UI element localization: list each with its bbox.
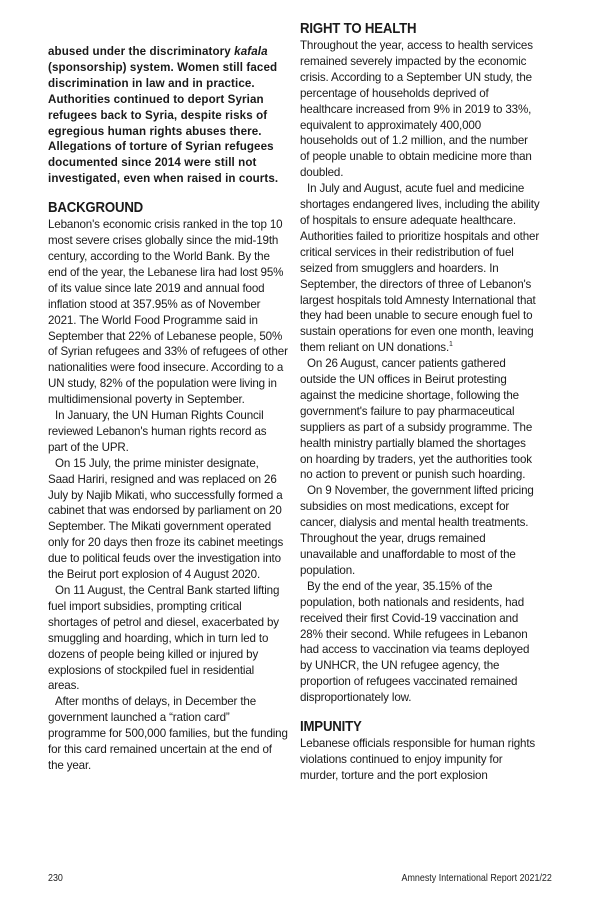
paragraph: Throughout the year, access to health services remained severely impacted by the economic crisis. According to a September UN study, the percentage of households deprived of healthcare increased from 9% in 2019 to 33%, equivalent to approximately 400,000 households out of 1.2 million, and the number of people unable to obtain medicine more than doubled. — [300, 39, 533, 180]
paragraph: On 15 July, the prime minister designate, Saad Hariri, resigned and was replaced on 26 July by Najib Mikati, who successfully formed a cabinet that was endorsed by parliament on 20 September. The Mikati government operated only for 20 days then froze its cabinet meetings due to political feuds over the investigation into the Beirut port explosion of 4 August 2020. — [48, 456, 284, 582]
paragraph: Lebanon's economic crisis ranked in the top 10 most severe crises globally since the mid-19th century, according to the World Bank. By the end of the year, the Lebanese lira had lost 95% of its value since late 2019 and annual food inflation stood at 357.95% as of November 2021. The World Food Programme said in September that 22% of Lebanese people, 50% of Syrian refugees and 33% of refugees of other nationalities were food insecure. According to a UN study, 82% of the population were living in multidimensional poverty in September. — [48, 218, 288, 407]
paragraph: On 9 November, the government lifted pricing subsidies on most medications, except for cancer, dialysis and mental health treatments. Throughout the year, drugs remained unavailable and unaffordable to most of the population. — [300, 484, 534, 577]
page-number: 230 — [48, 872, 63, 884]
footnote-marker[interactable]: 1 — [449, 341, 453, 349]
paragraph: By the end of the year, 35.15% of the population, both nationals and residents, had received their first Covid-19 vaccination and 28% their second. While refugees in Lebanon had access to vaccination via teams deployed by UNHCR, the UN refugee agency, the proportion of refugees vaccinated remained disproportionately low. — [300, 579, 530, 705]
paragraph: After months of delays, in December the government launched a “ration card” programme for 500,000 families, but the funding for this card remained uncertain at the end of the year. — [48, 695, 288, 772]
section-heading-right-to-health: RIGHT TO HEALTH — [300, 20, 417, 37]
paragraph: In January, the UN Human Rights Council reviewed Lebanon's human rights record as part of the UPR. — [48, 409, 267, 454]
paragraph: In July and August, acute fuel and medicine shortages endangered lives, including the ability of hospitals to ensure adequate healthcare. Authorities failed to prioritize hospitals and other critical services in their redistribution of fuel seized from smugglers and hoarders. In September, the directors of three of Lebanon's largest hospitals told Amnesty International that they had been unable to secure enough fuel to sustain operations for even one month, leaving them reliant on UN donations.$^1$ — [300, 182, 540, 355]
lead-paragraph: abused under the discriminatory kafala (sponsorship) system. Women still faced discrimination in law and in practice. Authorities continued to deport Syrian refugees back to Syria, despite risks of egregious human rights abuses there. Allegations of torture of Syrian refugees documented since 2014 were still not investigated, even when raised in courts. — [48, 45, 279, 186]
paragraph: On 11 August, the Central Bank started lifting fuel import subsidies, prompting critical shortages of petrol and diesel, exacerbated by smuggling and hoarding, which in turn led to dozens of people being killed or injured by explosions of stockpiled fuel in residential areas. — [48, 584, 280, 693]
right-column — [300, 20, 540, 784]
kafala-term: kafala — [234, 45, 268, 58]
left-column — [48, 44, 288, 774]
publication-title: Amnesty International Report 2021/22 — [401, 872, 552, 884]
paragraph: Lebanese officials responsible for human rights violations continued to enjoy impunity for murder, torture and the port explosion — [300, 737, 536, 782]
section-heading-impunity: IMPUNITY — [300, 718, 362, 736]
section-heading-background: BACKGROUND — [48, 199, 144, 217]
paragraph: On 26 August, cancer patients gathered outside the UN offices in Beirut protesting against the medicine shortage, following the government's failure to pay pharmaceutical suppliers as part of a subsidy programme. The health ministry partially blamed the shortages on hoarding by traders, yet the authorities took no action to prevent or punish such hoarding. — [300, 357, 533, 482]
